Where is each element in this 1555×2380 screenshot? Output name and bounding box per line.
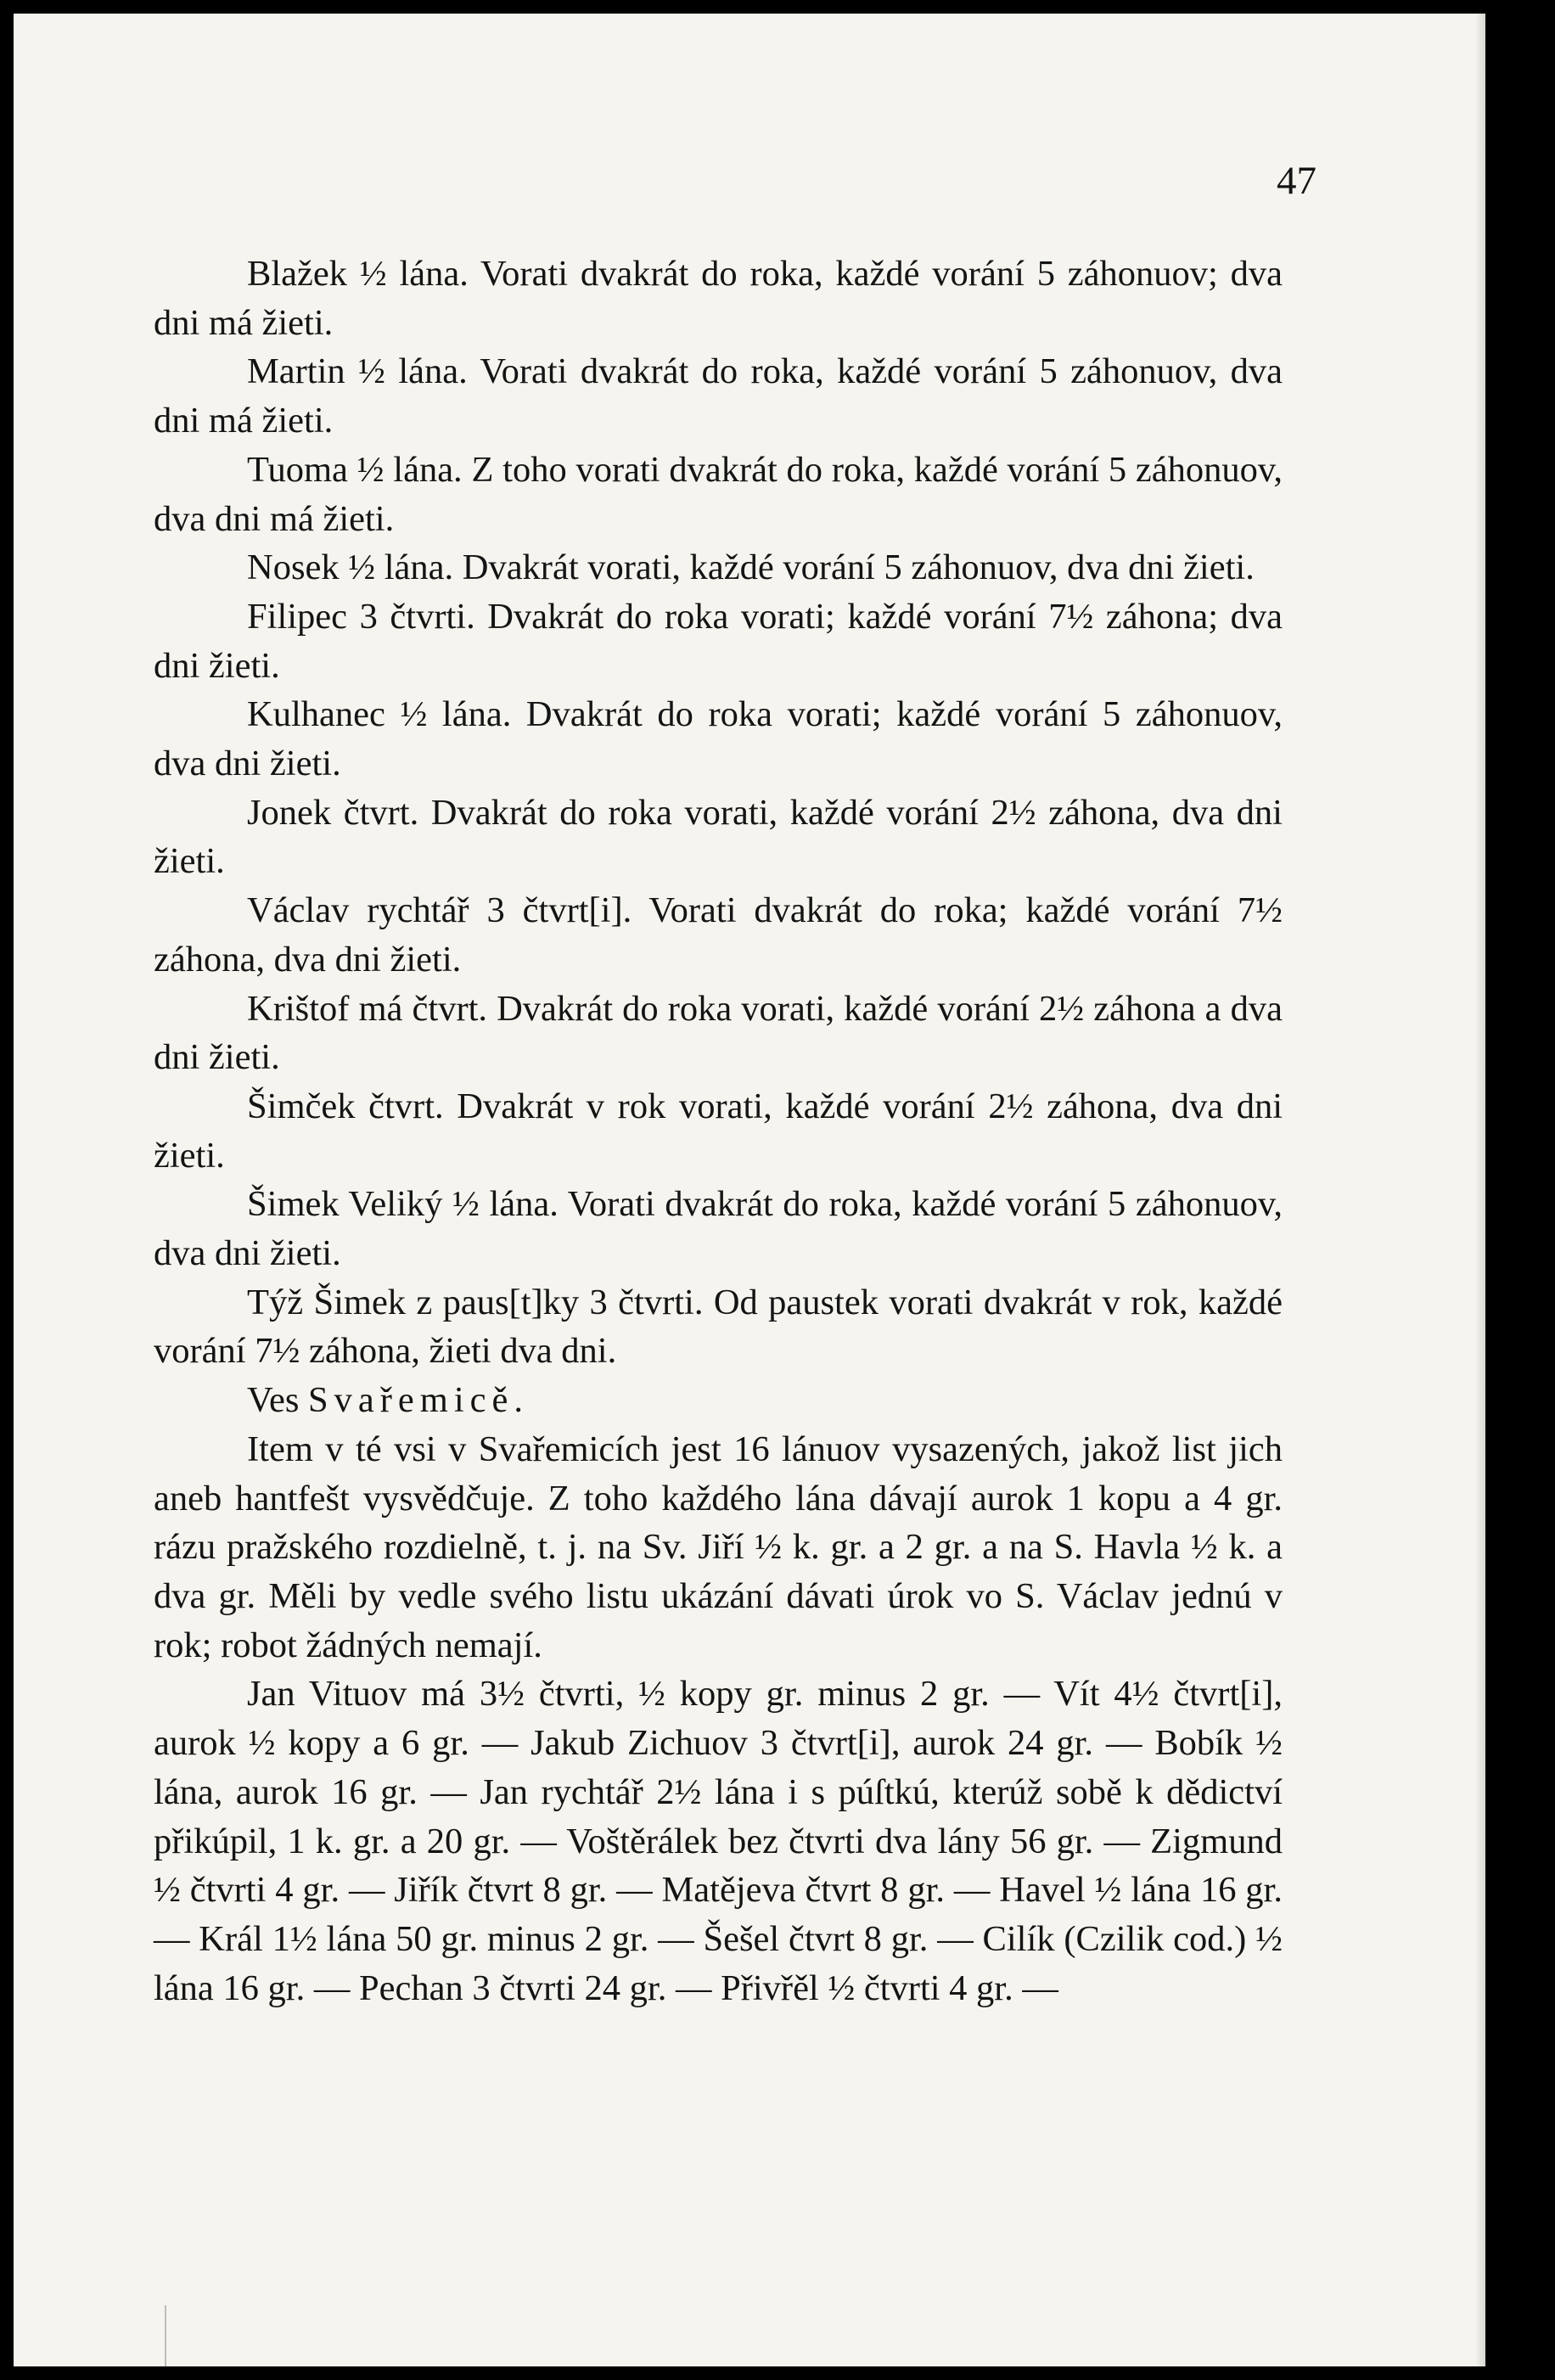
entry-tuoma: Tuoma ½ lána. Z toho vorati dvakrát do roka, každé vorání 5 záhonuov, dva dni má žieti. xyxy=(154,449,1283,539)
margin-pencil-mark xyxy=(165,2305,166,2366)
entry-kulhanec: Kulhanec ½ lána. Dvakrát do roka vorati; každé vorání 5 záhonuov, dva dni žieti. xyxy=(154,694,1283,784)
entry-filipec: Filipec 3 čtvrti. Dvakrát do roka vorati; každé vorání 7½ záhona; dva dni žieti. xyxy=(154,596,1283,686)
page-number: 47 xyxy=(1277,159,1316,203)
entry-martin: Martin ½ lána. Vorati dvakrát do roka, každé vorání 5 záhonuov, dva dni má žieti. xyxy=(154,351,1283,441)
entry-kristof: Krištof má čtvrt. Dvakrát do roka vorati, každé vorání 2½ záhona a dva dni žieti. xyxy=(154,988,1283,1078)
book-page xyxy=(14,14,1485,2366)
entry-tyz-simek: Týž Šimek z paus[t]ky 3 čtvrti. Od paustek vorati dvakrát v rok, každé vorání 7½ záhona, žieti dva dni. xyxy=(154,1282,1283,1372)
entry-simek-veliky: Šimek Veliký ½ lána. Vorati dvakrát do roka, každé vorání 5 záhonuov, dva dni žieti. xyxy=(154,1184,1283,1274)
spine-shadow xyxy=(1475,14,1485,2366)
entry-blazek: Blažek ½ lána. Vorati dvakrát do roka, každé vorání 5 záhonuov; dva dni má žieti. xyxy=(154,254,1283,343)
entry-jonek: Jonek čtvrt. Dvakrát do roka vorati, každé vorání 2½ záhona, dva dni žieti. xyxy=(154,792,1283,882)
entry-nosek: Nosek ½ lána. Dvakrát vorati, každé vorání 5 záhonuov, dva dni žieti. xyxy=(247,547,1255,588)
section-heading xyxy=(154,1376,1283,1425)
village-label: Ves xyxy=(247,1380,300,1421)
page-body xyxy=(154,250,1283,2012)
village-name: Svařemicě. xyxy=(308,1380,529,1421)
paragraph-list: Jan Vituov má 3½ čtvrti, ½ kopy gr. minus 2 gr. — Vít 4½ čtvrt[i], aurok ½ kopy a 6 gr. — Jakub Zichuov 3 čtvrt[i], aurok 24 gr. — Bobík ½ lána, aurok 16 gr. — Jan rychtář 2½ lána i s púſtkú, kterúž sobě k dědictví přikúpil, 1 k. gr. a 20 gr. — Voštěrálek bez čtvrti dva lány 56 gr. — Zigmund ½ čtvrti 4 gr. — Jiřík čtvrt 8 gr. — Matějeva čtvrt 8 gr. — Havel ½ lána 16 gr. — Král 1½ lána 50 gr. minus 2 gr. — Šešel čtvrt 8 gr. — Cilík (Czilik cod.) ½ lána 16 gr. — Pechan 3 čtvrti 24 gr. — Přivřěl ½ čtvrti 4 gr. — xyxy=(154,1674,1283,2008)
entry-simcek: Šimček čtvrt. Dvakrát v rok vorati, každé vorání 2½ záhona, dva dni žieti. xyxy=(154,1086,1283,1176)
paragraph-item: Item v té vsi v Svařemicích jest 16 lánuov vysazených, jakož list jich aneb hantfešt vysvědčuje. Z toho každého lána dávají aurok 1 kopu a 4 gr. rázu pražského rozdielně, t. j. na Sv. Jiří ½ k. gr. a 2 gr. a na S. Havla ½ k. a dva gr. Měli by vedle svého listu ukázání dávati úrok vo S. Václav jednú v rok; robot žádných nemají. xyxy=(154,1429,1283,1665)
entry-vaclav: Václav rychtář 3 čtvrt[i]. Vorati dvakrát do roka; každé vorání 7½ záhona, dva dni žieti. xyxy=(154,890,1283,980)
